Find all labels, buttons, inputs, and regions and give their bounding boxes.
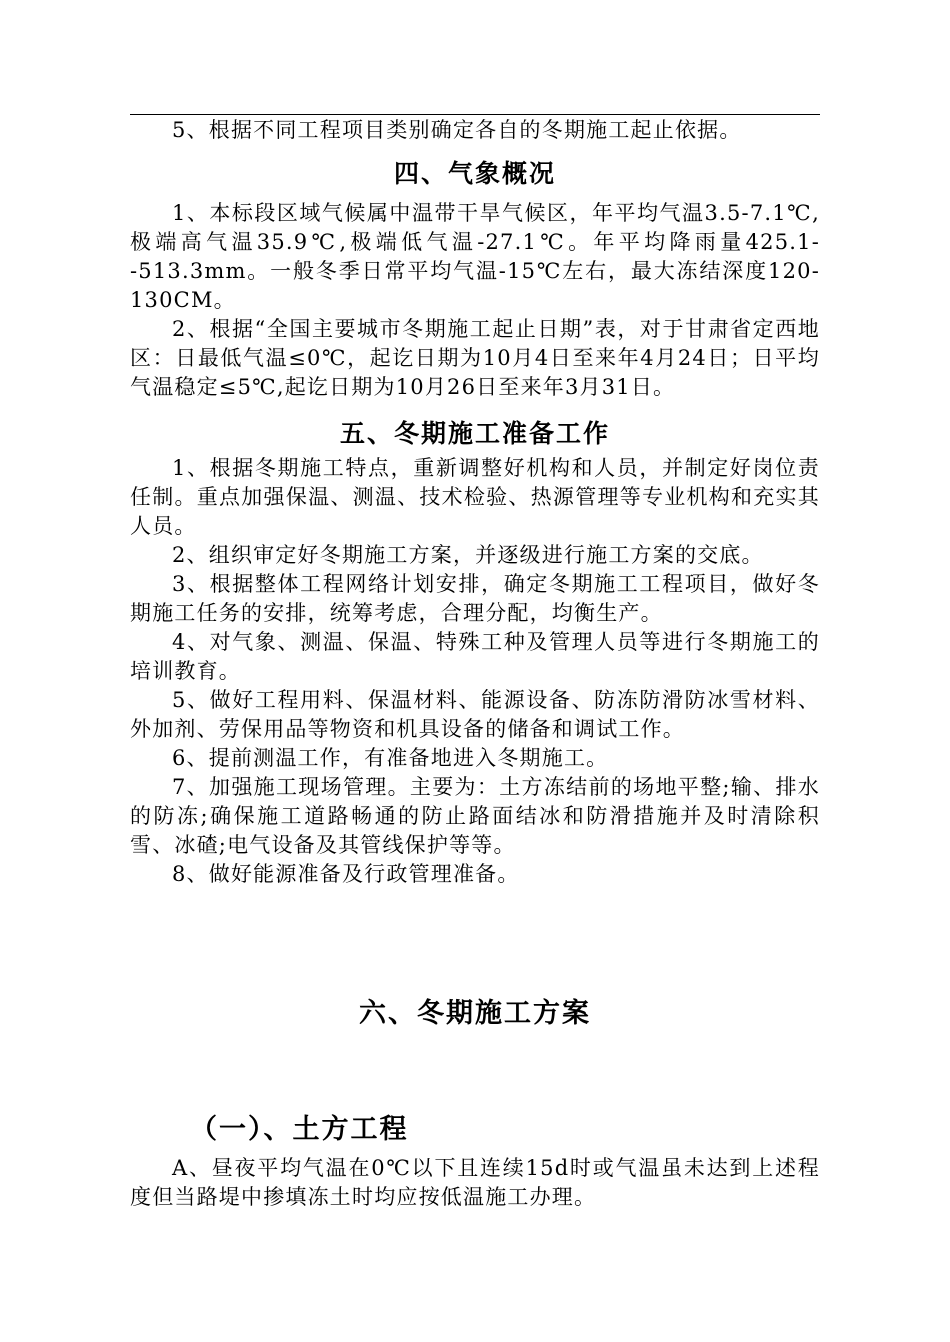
- section-5-paragraph: 2、组织审定好冬期施工方案，并逐级进行施工方案的交底。: [172, 543, 764, 567]
- document-body: [130, 116, 820, 1212]
- section-4-paragraph: 1、本标段区域气候属中温带干旱气候区，年平均气温3.5-7.1℃,极端高气温35.9℃,极端低气温-27.1℃。年平均降雨量425.1--513.3mm。一般冬季日常平均气温-15℃左右，最大冻结深度120-130CM。: [130, 201, 820, 312]
- header-rule: [130, 114, 820, 115]
- subsection-1-paragraph: A、昼夜平均气温在0℃以下且连续15d时或气温虽未达到上述程度但当路堤中掺填冻土时均应按低温施工办理。: [130, 1156, 820, 1209]
- section-5-heading: 五、冬期施工准备工作: [339, 419, 610, 448]
- section-4-heading: 四、气象概况: [393, 159, 556, 188]
- section-5-paragraph: 7、加强施工现场管理。主要为：土方冻结前的场地平整;输、排水的防冻;确保施工道路畅通的防止路面结冰和防滑措施并及时清除积雪、冰碴;电气设备及其管线保护等等。: [130, 775, 820, 857]
- section-5-paragraph: 5、做好工程用料、保温材料、能源设备、防冻防滑防冰雪材料、外加剂、劳保用品等物资和机具设备的储备和调试工作。: [130, 688, 820, 741]
- section-5-paragraph: 8、做好能源准备及行政管理准备。: [172, 862, 520, 886]
- section-5-paragraph: 4、对气象、测温、保温、特殊工种及管理人员等进行冬期施工的培训教育。: [130, 630, 820, 683]
- section-5-paragraph: 1、根据冬期施工特点，重新调整好机构和人员，并制定好岗位责任制。重点加强保温、测温、技术检验、热源管理等专业机构和充实其人员。: [130, 456, 820, 538]
- section-5-paragraph: 6、提前测温工作，有准备地进入冬期施工。: [172, 746, 609, 770]
- section-4-paragraph: 2、根据“全国主要城市冬期施工起止日期”表，对于甘肃省定西地区：日最低气温≤0℃，起讫日期为10月4日至来年4月24日；日平均气温稳定≤5℃,起讫日期为10月26日至来年3月31日。: [130, 317, 820, 399]
- section-6-heading: 六、冬期施工方案: [359, 998, 591, 1029]
- section-5-paragraph: 3、根据整体工程网络计划安排，确定冬期施工工程项目，做好冬期施工任务的安排，统筹考虑，合理分配，均衡生产。: [130, 572, 820, 625]
- subsection-1-heading: （一）、土方工程: [190, 1114, 409, 1145]
- intro-item-5: 5、根据不同工程项目类别确定各自的冬期施工起止依据。: [172, 118, 742, 142]
